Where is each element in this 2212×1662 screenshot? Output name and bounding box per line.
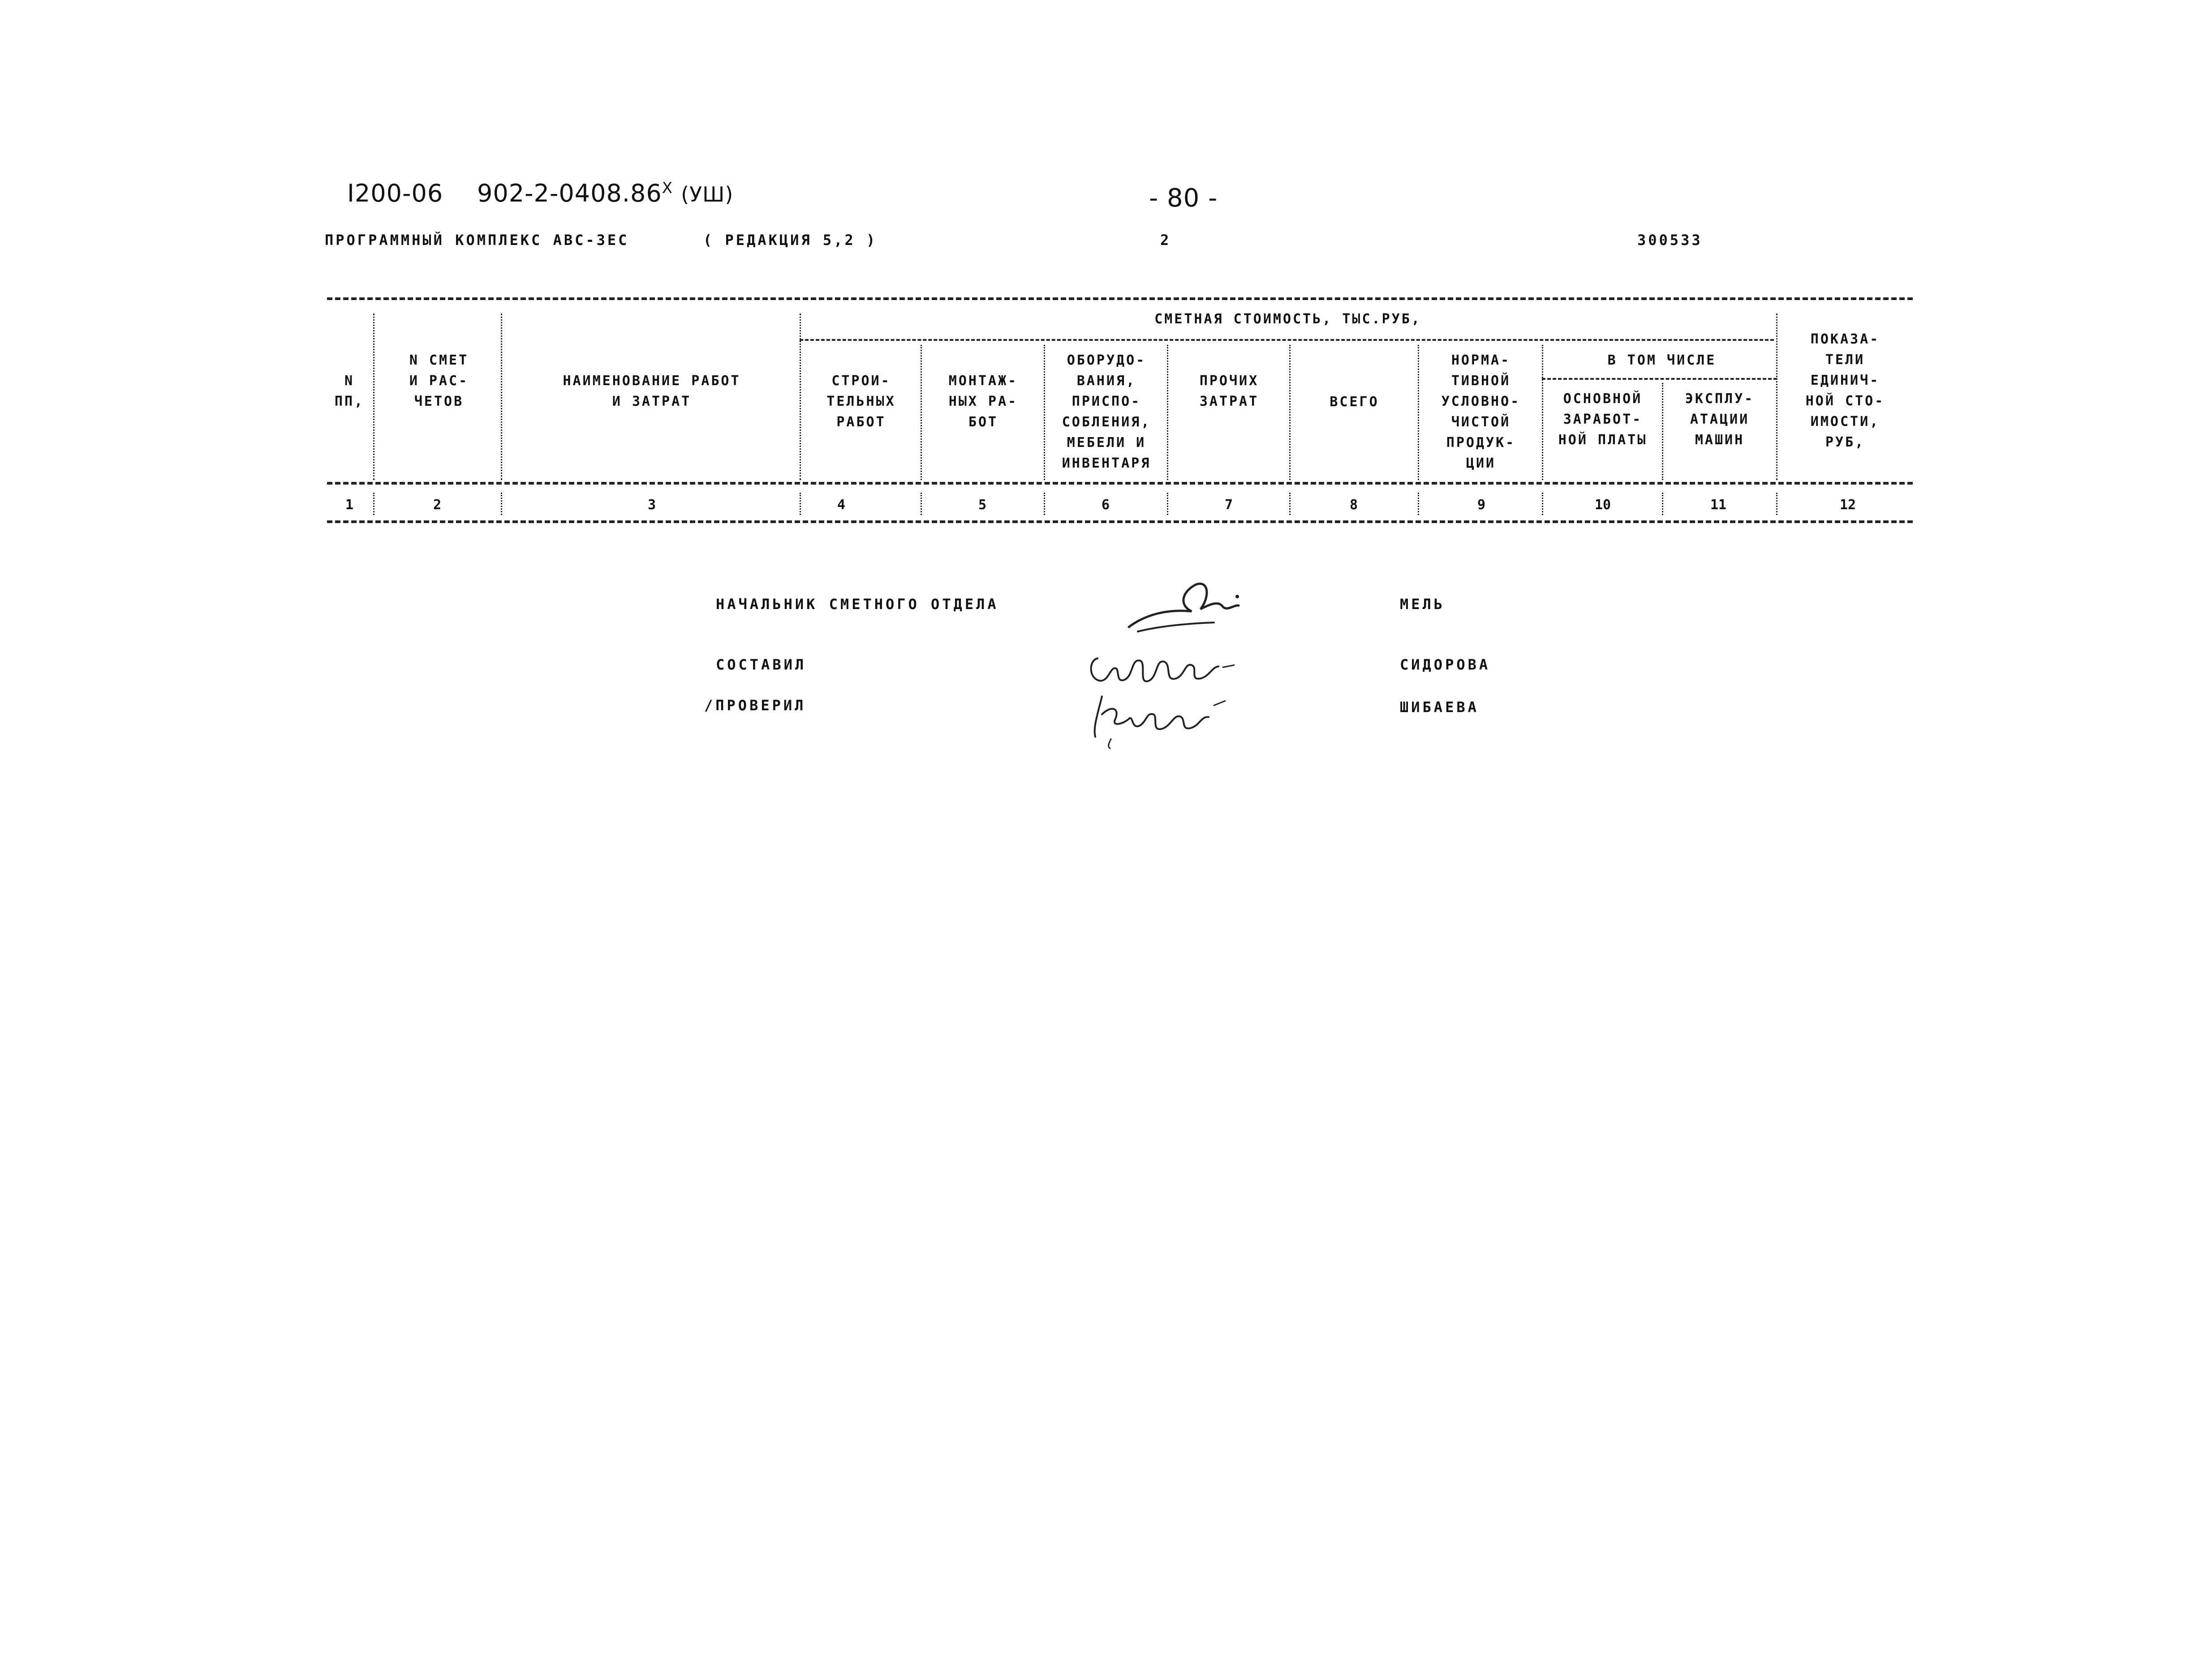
signature-role-head: НАЧАЛЬНИК СМЕТНОГО ОТДЕЛА	[716, 596, 999, 613]
col-sep	[1044, 345, 1045, 480]
signature-head-drawing	[1120, 573, 1263, 645]
signature-compiled-drawing	[1084, 640, 1245, 690]
col-header-machine-operation: ЭКСПЛУ- АТАЦИИ МАШИН	[1685, 391, 1755, 448]
col-header-construction: СТРОИ- ТЕЛЬНЫХ РАБОТ	[826, 373, 896, 430]
col-number-9: 9	[1477, 497, 1486, 513]
table-bottom-rule	[327, 520, 1913, 523]
col-sep	[1662, 383, 1663, 480]
col-header-other-costs: ПРОЧИХ ЗАТРАТ	[1199, 373, 1259, 409]
col-sep	[373, 493, 374, 515]
col-number-12: 12	[1839, 497, 1856, 513]
col-sep	[1776, 493, 1777, 515]
col-sep	[1167, 493, 1168, 515]
col-sep	[1662, 493, 1663, 515]
group-header-rule	[800, 339, 1774, 341]
program-title: ПРОГРАММНЫЙ КОМПЛЕКС АВС-ЗЕС	[325, 232, 629, 249]
signature-role-compiled: СОСТАВИЛ	[716, 656, 807, 673]
header-bottom-rule	[327, 482, 1913, 485]
col-header-equipment: ОБОРУДО- ВАНИЯ, ПРИСПО- СОБЛЕНИЯ, МЕБЕЛИ И ИНВЕНТАРЯ	[1062, 352, 1151, 471]
col-number-4: 4	[837, 497, 846, 513]
col-header-number: N ПП,	[334, 373, 365, 409]
col-number-7: 7	[1224, 497, 1233, 513]
col-sep	[1167, 345, 1168, 480]
col-number-2: 2	[433, 497, 442, 513]
col-header-base-wage: ОСНОВНОЙ ЗАРАБОТ- НОЙ ПЛАТЫ	[1558, 391, 1648, 448]
col-header-estimate-no: N СМЕТ И РАС- ЧЕТОВ	[409, 352, 469, 409]
project-code-suffix: (УШ)	[681, 182, 734, 206]
project-code	[477, 179, 733, 207]
table-top-rule	[327, 297, 1913, 300]
col-number-5: 5	[978, 497, 987, 513]
col-header-unit-cost: ПОКАЗА- ТЕЛИ ЕДИНИЧ- НОЙ СТО- ИМОСТИ, РУБ,	[1805, 331, 1885, 450]
col-header-work-name: НАИМЕНОВАНИЕ РАБОТ И ЗАТРАТ	[563, 373, 741, 409]
col-header-net-production: НОРМА- ТИВНОЙ УСЛОВНО- ЧИСТОЙ ПРОДУК- ЦИИ	[1441, 352, 1521, 471]
col-number-8: 8	[1349, 497, 1358, 513]
col-header-installation: МОНТАЖ- НЫХ РА- БОТ	[948, 373, 1018, 430]
col-sep	[1542, 493, 1543, 515]
col-sep	[1044, 493, 1045, 515]
project-code-sup: X	[662, 179, 673, 197]
col-header-total: ВСЕГО	[1330, 394, 1379, 410]
col-sep	[1289, 493, 1291, 515]
doc-code: I200-06	[347, 179, 443, 207]
page-number: - 80 -	[1149, 184, 1218, 213]
group-header-cost: СМЕТНАЯ СТОИМОСТЬ, ТЫС.РУБ,	[1154, 311, 1421, 327]
col-number-3: 3	[647, 497, 656, 513]
col-sep	[1542, 345, 1543, 480]
col-sep	[800, 493, 801, 515]
signature-role-checked: /ПРОВЕРИЛ	[704, 697, 806, 714]
col-sep	[1418, 345, 1419, 480]
col-sep	[1289, 345, 1291, 480]
col-sep	[1418, 493, 1419, 515]
project-code-main: 902-2-0408.86	[477, 179, 662, 207]
col-number-1: 1	[345, 497, 354, 513]
col-sep	[800, 314, 801, 480]
signature-name-compiled: СИДОРОВА	[1400, 656, 1491, 673]
col-number-11: 11	[1710, 497, 1727, 513]
signature-name-head: МЕЛЬ	[1400, 596, 1446, 613]
signature-name-checked: ШИБАЕВА	[1400, 699, 1479, 716]
col-number-10: 10	[1594, 497, 1611, 513]
col-sep	[501, 493, 502, 515]
program-edition: ( РЕДАКЦИЯ 5,2 )	[703, 232, 878, 249]
program-code: 300533	[1637, 232, 1703, 249]
col-sep	[921, 345, 922, 480]
col-sep	[921, 493, 922, 515]
sheet-number: 2	[1160, 232, 1171, 249]
subgroup-header-rule	[1542, 378, 1777, 380]
signature-checked-drawing	[1084, 687, 1236, 750]
col-number-6: 6	[1101, 497, 1110, 513]
subgroup-header: В ТОМ ЧИСЛЕ	[1607, 352, 1717, 368]
